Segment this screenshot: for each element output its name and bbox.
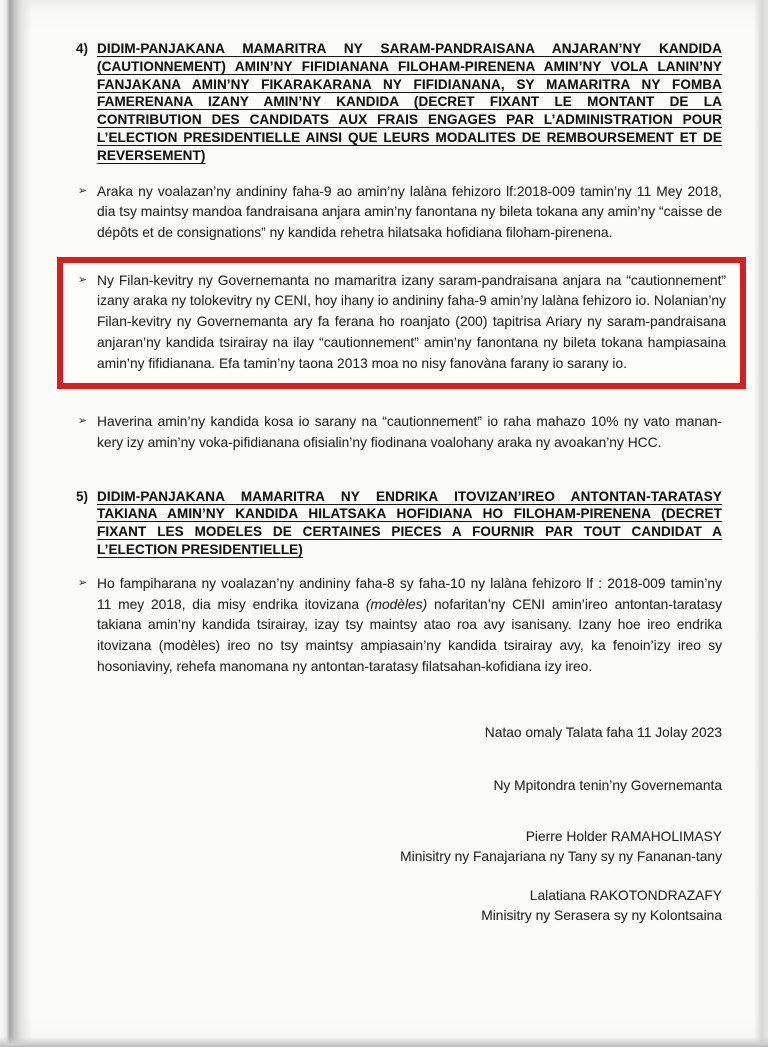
- bullet-models-rule: [76, 574, 722, 677]
- section-4-heading-row: [76, 40, 722, 165]
- arrow-bullet-icon: ➢: [78, 273, 88, 286]
- section-4-heading: DIDIM-PANJAKANA MAMARITRA NY SARAM-PANDRAISANA ANJARAN’NY KANDIDA (CAUTIONNEMENT) AMIN’NY FIFIDIANANA FILOHAM-PIRENENA AMIN’NY VOLA LANIN’NY FANJAKANA AMIN’NY FIKARAKARANA NY FIFIDIANANA, SY MAMARITRA NY FOMBA FAMERENANA IZANY AMIN’NY KANDIDA (DECRET FIXANT LE MONTANT DE LA CONTRIBUTION DES CANDIDATS AUX FRAIS ENGAGES PAR L’ADMINISTRATION POUR L’ELECTION PRESIDENTIELLE AINSI QUE LEURS MODALITES DE REMBOURSEMENT ET DE REVERSEMENT): [97, 41, 722, 163]
- arrow-bullet-icon: ➢: [78, 576, 88, 589]
- closing-block: [76, 723, 722, 926]
- signature-block-2: [76, 886, 722, 926]
- signer-1-title: Minisitry ny Fanajariana ny Tany sy ny Fananan-tany: [400, 849, 722, 865]
- section-5-number: 5): [76, 488, 89, 504]
- highlight-red-box: [57, 257, 746, 389]
- bullet-deposit-rule: [76, 182, 722, 244]
- signer-2-name: Lalatiana RAKOTONDRAZAFY: [529, 888, 722, 904]
- spokesperson-line: Ny Mpitondra tenin’ny Governemanta: [493, 778, 722, 794]
- bullet-refund-rule-text: Haverina amin’ny kandida kosa io sarany na “cautionnement” io raha mahazo 10% ny vato manan-kery izy amin’ny voka-pifidianana ofisialin’ny fiodinana voalohany araka ny avoakan’ny HCC.: [97, 414, 722, 450]
- bullet-highlighted-amount: [76, 271, 726, 374]
- arrow-bullet-icon: ➢: [78, 415, 88, 428]
- signer-2-title: Minisitry ny Serasera sy ny Kolontsaina: [481, 908, 722, 924]
- highlighted-bullet-text: Ny Filan-kevitry ny Governemanta no mamaritra izany saram-pandraisana anjara na “cautionnement” izany araka ny tolokevitry ny CENI, hoy ihany io andininy faha-9 amin’ny lalàna fehizoro io. Nolanian’ny Filan-kevitry ny Governemanta ary fa ferana ho roanjato (200) tapitrisa Ariary ny saram-pandraisana anjaran’ny kandida tsirairay na ilay “cautionnement” amin’ny fanontana ny bileta tokana hampiasaina amin’ny fifidianana. Efa tamin’ny taona 2013 moa no nisy fanovàna farany io sarany io.: [97, 272, 726, 371]
- bullet-deposit-rule-text: Araka ny voalazan’ny andininy faha-9 ao amin’ny lalàna fehizoro lf:2018-009 tamin’ny 11 Mey 2018, dia tsy maintsy mandoa fandraisana anjara amin’ny fanontana ny bileta tokana any amin’ny “caisse de dépôts et de consignations” ny kandida rehetra hilatsaka hofidiana filoham-pirenena.: [97, 183, 722, 241]
- arrow-bullet-icon: ➢: [78, 184, 88, 197]
- bullet-models-rule-text: Ho fampiharana ny voalazan’ny andininy faha-8 sy faha-10 ny lalàna fehizoro lf : 2018-009 tamin’ny 11 mey 2018, dia misy endrika itovizana (modèles) nofaritan’ny CENI amin’ireo antontan-taratasy takiana amin’ny kandida tsirairay, izay tsy maintsy atao roa avy isanisany. Izany hoe ireo endrika itovizana (modèles) ireo no tsy maintsy ampiasain’ny kandida tsirairay avy, ka fenoin’izy ireo sy hosoniaviny, rehefa manomana ny antontan-taratasy filatsahan-kofidiana izy ireo.: [97, 575, 722, 674]
- date-line: Natao omaly Talata faha 11 Jolay 2023: [484, 725, 722, 741]
- section-5-heading-row: [76, 488, 722, 559]
- section-5-heading: DIDIM-PANJAKANA MAMARITRA NY ENDRIKA ITOVIZAN’IREO ANTONTAN-TARATASY TAKIANA AMIN’NY KANDIDA HILATSAKA HOFIDIANA HO FILOHAM-PIRENENA (DECRET FIXANT LES MODELES DE CERTAINES PIECES A FOURNIR PAR TOUT CANDIDAT A L’ELECTION PRESIDENTIELLE): [97, 488, 722, 557]
- bullet-refund-rule: [76, 412, 722, 453]
- section-4-number: 4): [76, 41, 89, 56]
- signer-1-name: Pierre Holder RAMAHOLIMASY: [525, 829, 722, 845]
- signature-block-1: [76, 827, 722, 867]
